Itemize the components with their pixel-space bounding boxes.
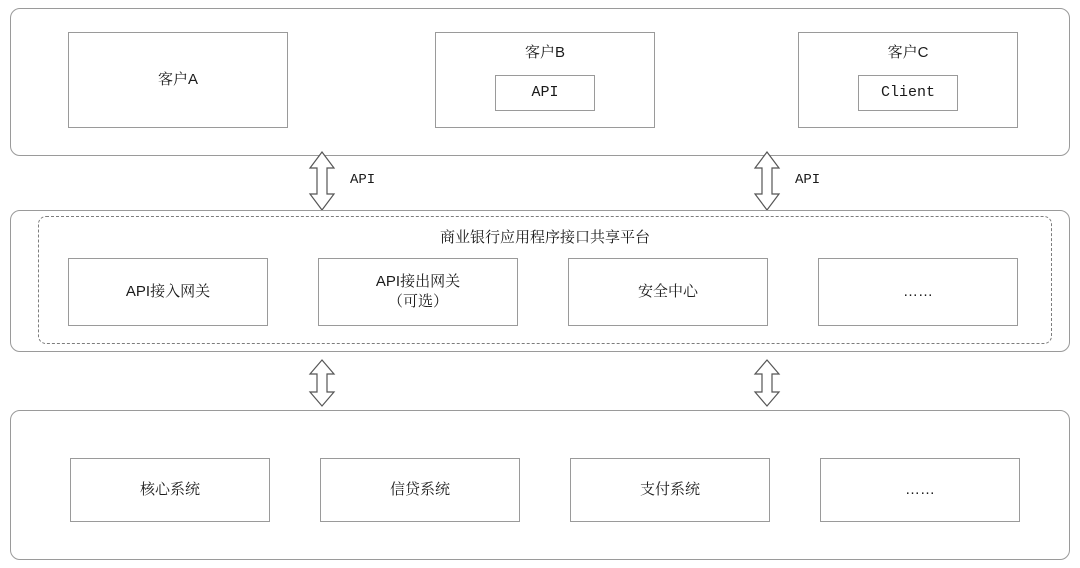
customer-c-client-chip[interactable]: Client	[858, 75, 958, 111]
platform-cell-more-label: ……	[903, 282, 933, 300]
arrow-top-left-label: API	[350, 172, 376, 188]
customer-b-label: 客户B	[524, 44, 565, 61]
customer-c-label: 客户C	[887, 44, 929, 61]
platform-cell-security-center[interactable]	[568, 258, 768, 326]
system-cell-payment[interactable]	[570, 458, 770, 522]
platform-cell-security-center-label: 安全中心	[637, 282, 698, 300]
platform-cell-api-egress-gateway[interactable]	[318, 258, 518, 326]
system-cell-payment-label: 支付系统	[639, 480, 700, 498]
platform-cell-api-egress-gateway-sublabel: （可选）	[387, 293, 448, 310]
platform-cell-api-egress-gateway-label: API接出网关	[375, 272, 461, 290]
system-cell-core[interactable]	[70, 458, 270, 522]
platform-cell-api-ingress-gateway-label: API接入网关	[125, 282, 211, 300]
arrow-bottom-left-icon	[300, 358, 344, 408]
system-cell-credit[interactable]	[320, 458, 520, 522]
platform-cell-api-ingress-gateway[interactable]	[68, 258, 268, 326]
arrow-top-left-icon	[300, 150, 344, 212]
arrow-top-right-icon	[745, 150, 789, 212]
arrow-bottom-right-icon	[745, 358, 789, 408]
customer-b-box[interactable]	[435, 32, 655, 128]
system-cell-core-label: 核心系统	[139, 480, 200, 498]
customer-b-api-chip[interactable]: API	[495, 75, 595, 111]
system-cell-credit-label: 信贷系统	[389, 480, 450, 498]
system-cell-more-label: ……	[905, 480, 935, 498]
platform-title: 商业银行应用程序接口共享平台	[439, 229, 650, 246]
customer-a-label: 客户A	[157, 70, 198, 88]
arrow-top-right-label: API	[795, 172, 821, 188]
customer-a-box[interactable]	[68, 32, 288, 128]
customer-c-box[interactable]	[798, 32, 1018, 128]
system-cell-more[interactable]	[820, 458, 1020, 522]
platform-cell-more[interactable]	[818, 258, 1018, 326]
